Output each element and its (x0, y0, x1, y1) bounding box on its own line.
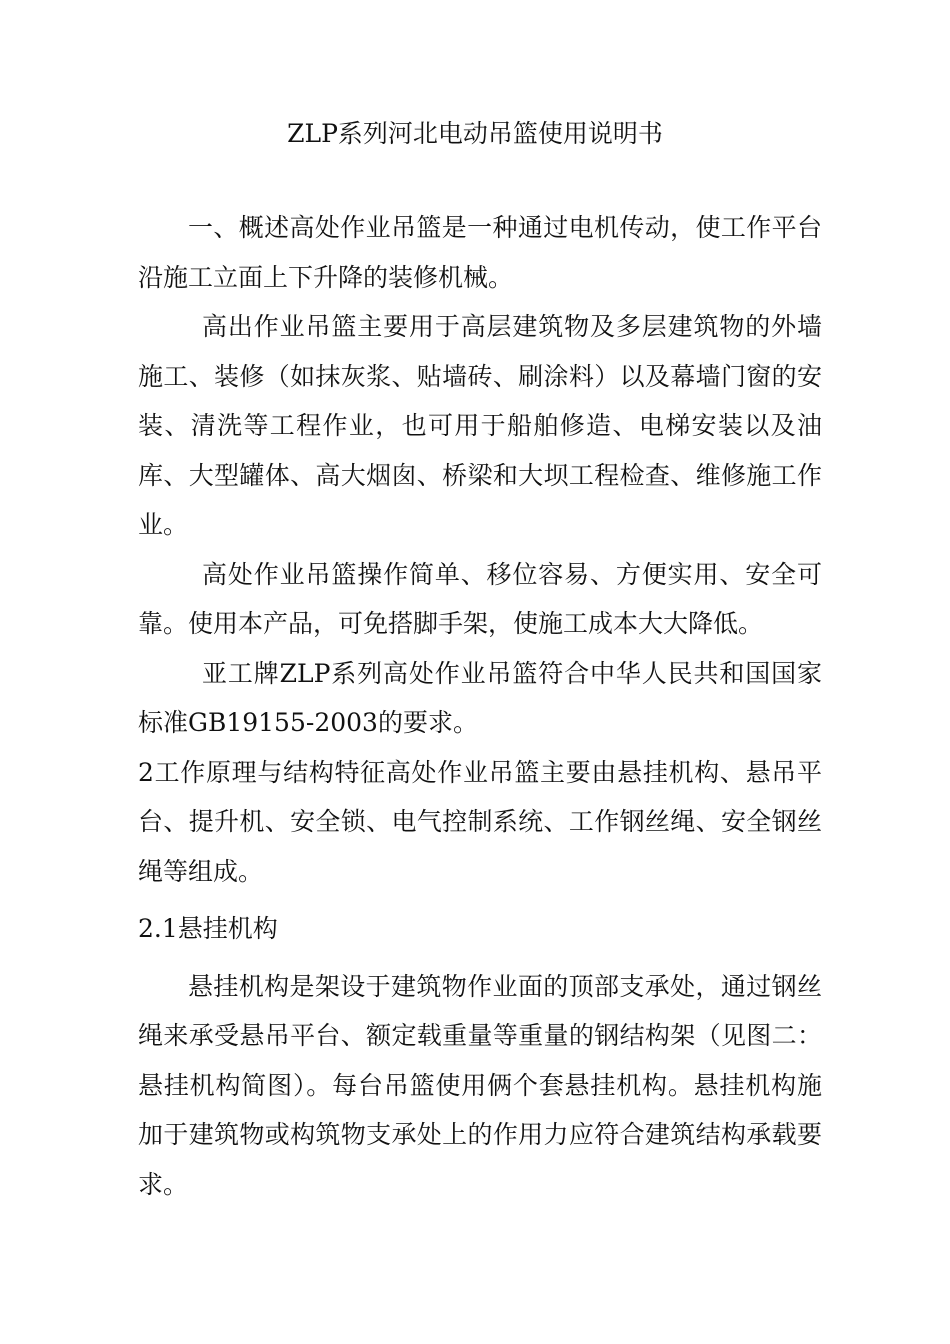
section-heading-suspension: 2.1悬挂机构 (138, 914, 278, 943)
paragraph-advantages: 高处作业吊篮操作简单、移位容易、方便实用、安全可靠。使用本产品，可免搭脚手架，使施工成本大大降低。 (138, 559, 822, 638)
paragraph-suspension: 悬挂机构是架设于建筑物作业面的顶部支承处，通过钢丝绳来承受悬吊平台、额定载重量等重量的钢结构架（见图二：悬挂机构简图）。每台吊篮使用俩个套悬挂机构。悬挂机构施加于建筑物或构筑物支承处上的作用力应符合建筑结构承载要求。 (138, 971, 822, 1199)
paragraph-applications: 高出作业吊篮主要用于高层建筑物及多层建筑物的外墙施工、装修（如抹灰浆、贴墙砖、刷涂料）以及幕墙门窗的安装、清洗等工程作业，也可用于船舶修造、电梯安装以及油库、大型罐体、高大烟囱、桥梁和大坝工程检查、维修施工作业。 (138, 312, 822, 539)
document-body (138, 203, 822, 1209)
paragraph-overview: 一、概述高处作业吊篮是一种通过电机传动，使工作平台沿施工立面上下升降的装修机械。 (138, 213, 822, 292)
document-title: ZLP系列河北电动吊篮使用说明书 (287, 119, 663, 148)
paragraph-standard: 亚工牌ZLP系列高处作业吊篮符合中华人民共和国国家标准GB19155-2003的要求。 (138, 658, 822, 737)
paragraph-principle: 2工作原理与结构特征高处作业吊篮主要由悬挂机构、悬吊平台、提升机、安全锁、电气控制系统、工作钢丝绳、安全钢丝绳等组成。 (138, 757, 822, 886)
